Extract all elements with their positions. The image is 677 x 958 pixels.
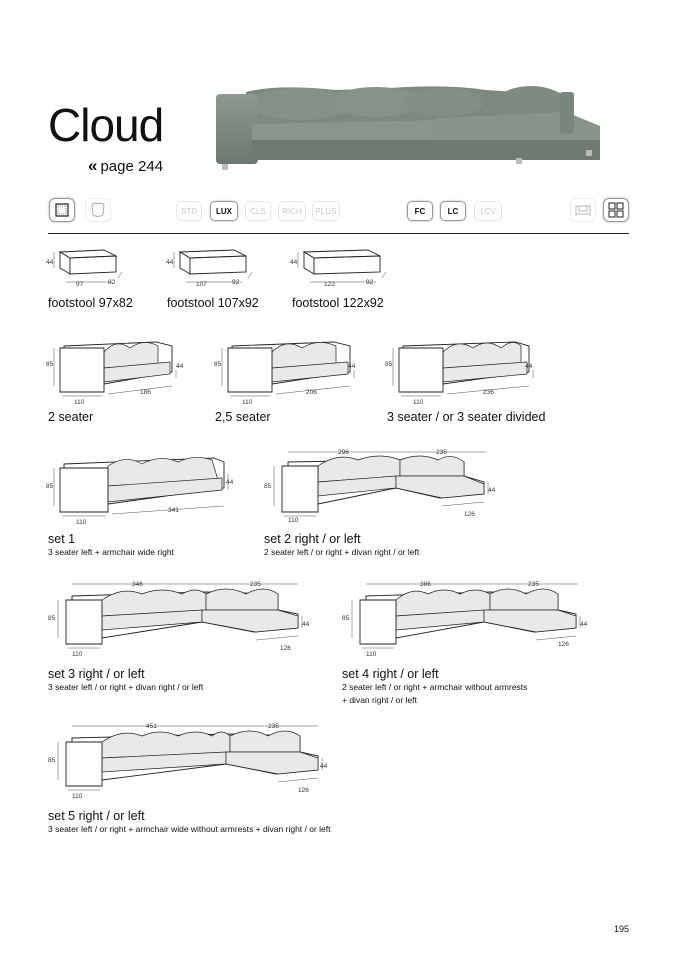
- dim-width: 122: [324, 281, 335, 288]
- dim-depth: 110: [288, 517, 299, 524]
- dim-height: 85: [342, 615, 350, 622]
- footstool-label: footstool 107x92: [167, 296, 259, 310]
- dim-seat-height: 44: [348, 363, 356, 370]
- dim-width: 386: [420, 581, 431, 588]
- dim-height: 85: [46, 483, 54, 490]
- dim-seat-height: 44: [525, 363, 533, 370]
- dim-seat-height: 44: [320, 763, 328, 770]
- cushion-option-cls: CLS: [245, 201, 271, 221]
- dim-depth: 92: [232, 279, 240, 286]
- dim-width: 296: [338, 449, 349, 456]
- dim-height: 85: [385, 361, 393, 368]
- set-5-drawing: [46, 718, 336, 802]
- cover-option-fc: FC: [407, 201, 433, 221]
- dim-width: 107: [196, 281, 207, 288]
- dim-height: 44: [166, 259, 174, 266]
- dim-width: 236: [483, 389, 494, 396]
- dim-depth: 110: [74, 399, 85, 406]
- dim-depth: 110: [366, 651, 377, 658]
- set-label: set 4 right / or left: [342, 667, 439, 681]
- dim-height: 85: [48, 757, 56, 764]
- dim-divan-depth: 126: [464, 511, 475, 518]
- sofa-2-seater-drawing: [46, 334, 186, 406]
- dim-divan-width: 235: [250, 581, 261, 588]
- footstool-label: footstool 97x82: [48, 296, 133, 310]
- page-title: Cloud: [48, 99, 164, 151]
- page-number: 195: [613, 924, 629, 934]
- set-label: set 1: [48, 532, 76, 546]
- dim-width: 346: [132, 581, 143, 588]
- footstool-97-drawing: [46, 244, 126, 292]
- footstool-107-drawing: [166, 242, 256, 292]
- dim-seat-height: 44: [302, 621, 310, 628]
- set-1-drawing: [46, 450, 246, 528]
- dim-divan-depth: 126: [558, 641, 569, 648]
- dim-depth: 92: [366, 279, 374, 286]
- page-ref-text: page 244: [100, 158, 164, 175]
- set-4-drawing: [340, 576, 590, 660]
- dim-width: 186: [140, 389, 151, 396]
- leather-icon: [85, 198, 111, 222]
- sofa-2-5-seater-drawing: [214, 334, 364, 406]
- dim-depth: 110: [76, 519, 87, 526]
- dim-width: 206: [306, 389, 317, 396]
- page-ref-symbol: «: [88, 156, 98, 175]
- sofa-label: 2 seater: [48, 410, 94, 424]
- dim-divan-width: 235: [528, 581, 539, 588]
- set-label: set 2 right / or left: [264, 532, 361, 546]
- cushion-option-rich: RICH: [278, 201, 306, 221]
- dim-height: 85: [46, 361, 54, 368]
- armchair-outline-icon: [570, 198, 596, 222]
- set-3-drawing: [46, 576, 316, 660]
- dim-depth: 82: [108, 279, 116, 286]
- dim-divan-width: 235: [436, 449, 447, 456]
- dim-seat-height: 44: [488, 487, 496, 494]
- fabric-pattern-icon: [49, 198, 75, 222]
- sofa-label: 3 seater / or 3 seater divided: [387, 410, 546, 424]
- set-description-continued: + divan right / or left: [342, 695, 417, 705]
- set-label: set 3 right / or left: [48, 667, 145, 681]
- cushion-option-plus: PLUS: [312, 201, 340, 221]
- dim-depth: 110: [242, 399, 253, 406]
- modular-grid-icon: [603, 198, 629, 222]
- set-description: 3 seater left / or right + armchair wide without armrests + divan right / or left: [48, 824, 331, 834]
- set-description: 3 seater left / or right + divan right / or left: [48, 682, 204, 692]
- footstool-122-drawing: [290, 242, 390, 292]
- dim-height: 44: [46, 259, 54, 266]
- set-2-drawing: [262, 444, 502, 528]
- set-description: 3 seater left + armchair wide right: [48, 547, 174, 557]
- dim-divan-depth: 126: [280, 645, 291, 652]
- dim-height: 85: [48, 615, 56, 622]
- dim-divan-width: 235: [268, 723, 279, 730]
- set-label: set 5 right / or left: [48, 809, 145, 823]
- dim-seat-height: 44: [226, 479, 234, 486]
- dim-width: 97: [76, 281, 84, 288]
- set-description: 2 seater left / or right + divan right / or left: [264, 547, 420, 557]
- divider: [48, 233, 629, 234]
- sofa-3-seater-drawing: [385, 334, 545, 406]
- set-description: 2 seater left / or right + armchair without armrests: [342, 682, 528, 692]
- dim-depth: 110: [413, 399, 424, 406]
- dim-height: 85: [264, 483, 272, 490]
- dim-depth: 110: [72, 793, 83, 800]
- cushion-option-std: STD: [176, 201, 202, 221]
- dim-height: 44: [290, 259, 298, 266]
- dim-seat-height: 44: [580, 621, 588, 628]
- footstool-label: footstool 122x92: [292, 296, 384, 310]
- sofa-label: 2,5 seater: [215, 410, 271, 424]
- dim-depth: 110: [72, 651, 83, 658]
- dim-divan-depth: 126: [298, 787, 309, 794]
- cover-option-lc: LC: [440, 201, 466, 221]
- dim-seat-height: 44: [176, 363, 184, 370]
- dim-width: 451: [146, 723, 157, 730]
- cushion-option-lux: LUX: [210, 201, 238, 221]
- cover-option-lcv: LCV: [474, 201, 502, 221]
- dim-height: 85: [214, 361, 222, 368]
- dim-width: 341: [168, 507, 179, 514]
- hero-sofa-image: [216, 80, 600, 172]
- page-reference: [88, 156, 163, 176]
